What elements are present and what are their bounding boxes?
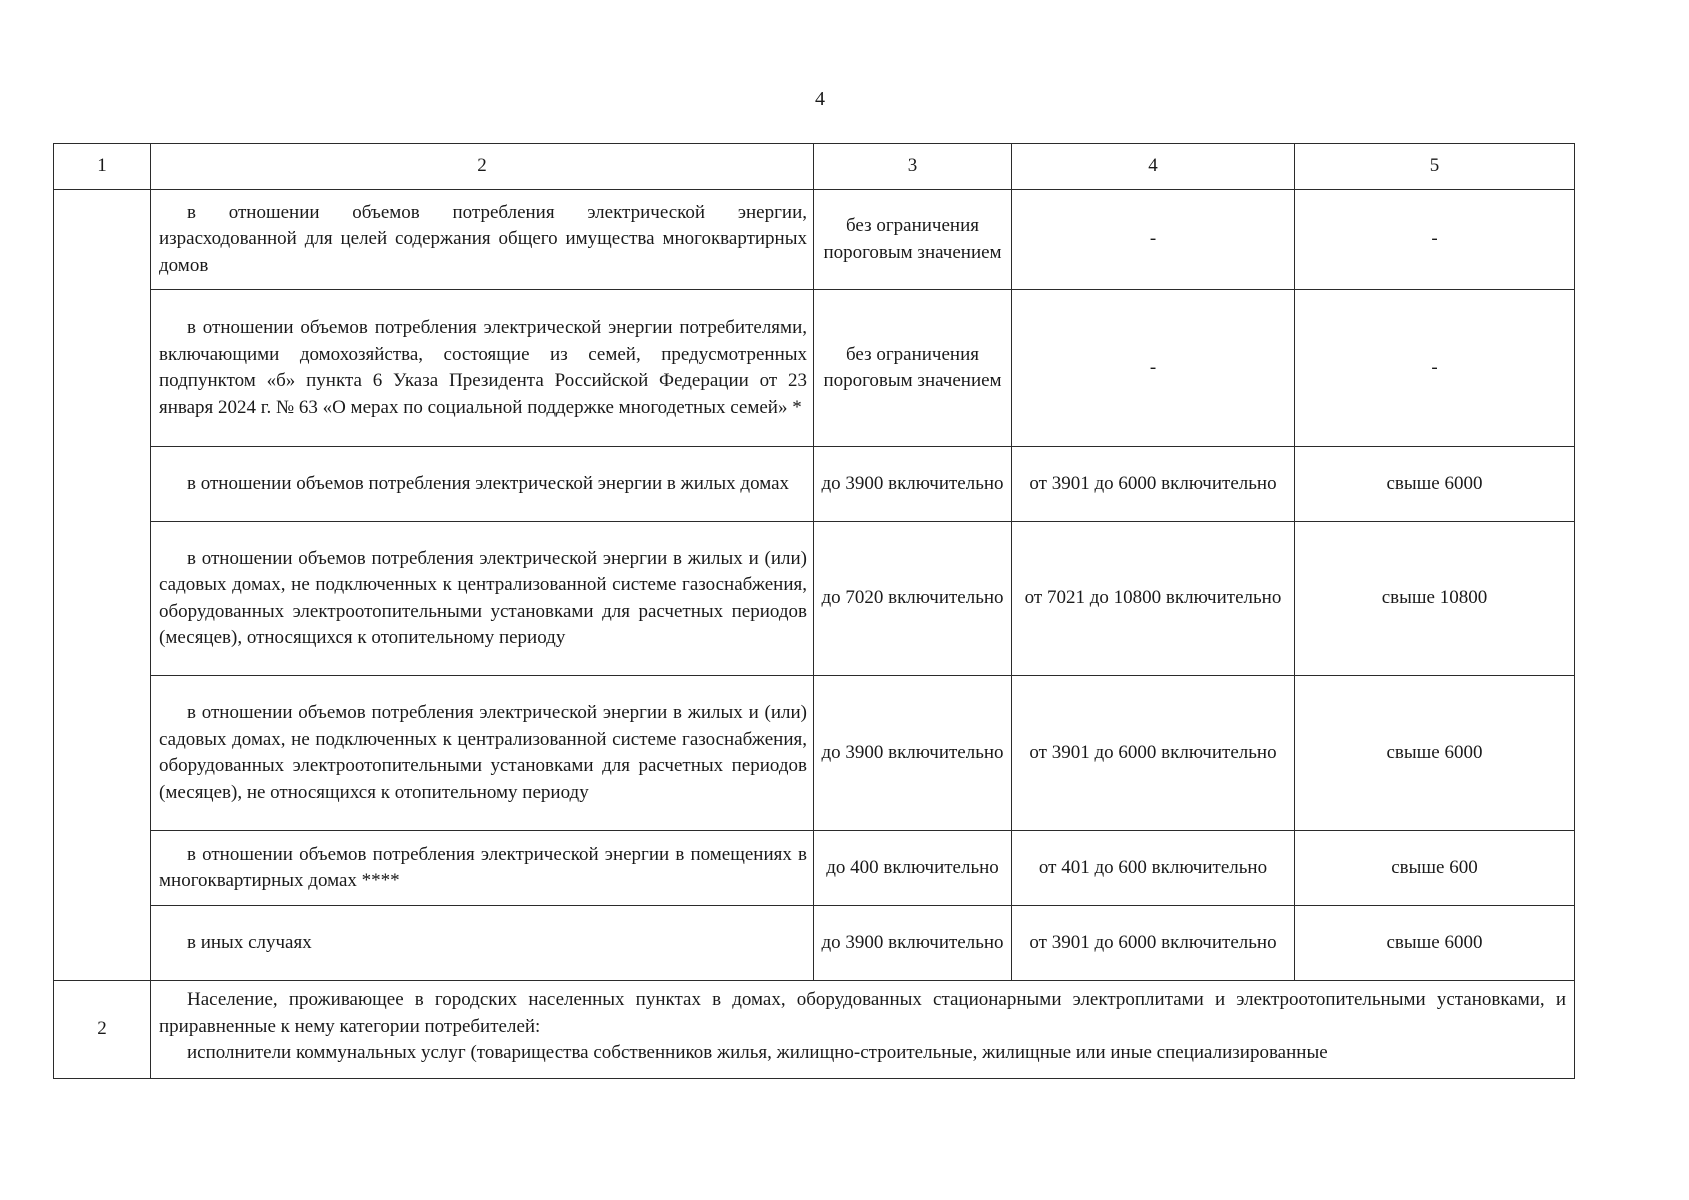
tariff-table <box>53 143 1575 1079</box>
threshold-mid: от 3901 до 6000 включительно <box>1012 676 1295 831</box>
table-row <box>54 676 1575 831</box>
threshold-mid: от 401 до 600 включительно <box>1012 831 1295 906</box>
row-description: в отношении объемов потребления электрической энергии, израсходованной для целей содержания общего имущества многоквартирных домов <box>151 190 814 290</box>
threshold-mid: от 7021 до 10800 включительно <box>1012 522 1295 676</box>
section-description <box>151 981 1575 1079</box>
threshold-high: - <box>1295 190 1575 290</box>
table-header-row <box>54 144 1575 190</box>
threshold-low: до 400 включительно <box>814 831 1012 906</box>
threshold-high: - <box>1295 290 1575 447</box>
threshold-low: без ограничения пороговым значением <box>814 290 1012 447</box>
row-description: в отношении объемов потребления электрической энергии в жилых и (или) садовых домах, не подключенных к централизованной системе газоснабжения, оборудованных электроотопительными установками для расчетных периодов (месяцев), относящихся к отопительному периоду <box>151 522 814 676</box>
threshold-high: свыше 600 <box>1295 831 1575 906</box>
threshold-high: свыше 6000 <box>1295 447 1575 522</box>
section-text: Население, проживающее в городских населенных пунктах в домах, оборудованных стационарными электроплитами и электроотопительными установками, и приравненные к нему категории потребителей: <box>159 989 1566 1037</box>
table-row <box>54 290 1575 447</box>
header-cell-4: 4 <box>1012 144 1295 190</box>
threshold-high: свыше 6000 <box>1295 676 1575 831</box>
number-cell-empty <box>54 190 151 981</box>
table-row <box>54 190 1575 290</box>
threshold-high: свыше 10800 <box>1295 522 1575 676</box>
row-description: в отношении объемов потребления электрической энергии потребителями, включающими домохозяйства, состоящие из семей, предусмотренных подпунктом «б» пункта 6 Указа Президента Российской Федерации от 23 января 2024 г. № 63 «О мерах по социальной поддержке многодетных семей» * <box>151 290 814 447</box>
section-row <box>54 981 1575 1079</box>
section-number: 2 <box>54 981 151 1079</box>
page-number: 4 <box>815 88 825 110</box>
table-row <box>54 522 1575 676</box>
header-cell-2: 2 <box>151 144 814 190</box>
header-cell-1: 1 <box>54 144 151 190</box>
row-description: в отношении объемов потребления электрической энергии в жилых домах <box>151 447 814 522</box>
table-row <box>54 447 1575 522</box>
threshold-low: до 7020 включительно <box>814 522 1012 676</box>
threshold-mid: от 3901 до 6000 включительно <box>1012 447 1295 522</box>
threshold-high: свыше 6000 <box>1295 906 1575 981</box>
threshold-low: до 3900 включительно <box>814 676 1012 831</box>
row-description: в иных случаях <box>151 906 814 981</box>
table-row <box>54 831 1575 906</box>
table-row <box>54 906 1575 981</box>
row-description: в отношении объемов потребления электрической энергии в жилых и (или) садовых домах, не подключенных к централизованной системе газоснабжения, оборудованных электроотопительными установками для расчетных периодов (месяцев), не относящихся к отопительному периоду <box>151 676 814 831</box>
threshold-low: до 3900 включительно <box>814 447 1012 522</box>
threshold-mid: - <box>1012 290 1295 447</box>
section-text-cut: исполнители коммунальных услуг (товарищества собственников жилья, жилищно-строительные, жилищные или иные специализированные <box>187 1042 1328 1063</box>
header-cell-5: 5 <box>1295 144 1575 190</box>
row-description: в отношении объемов потребления электрической энергии в помещениях в многоквартирных домах **** <box>151 831 814 906</box>
threshold-low: без ограничения пороговым значением <box>814 190 1012 290</box>
threshold-low: до 3900 включительно <box>814 906 1012 981</box>
threshold-mid: от 3901 до 6000 включительно <box>1012 906 1295 981</box>
threshold-mid: - <box>1012 190 1295 290</box>
header-cell-3: 3 <box>814 144 1012 190</box>
